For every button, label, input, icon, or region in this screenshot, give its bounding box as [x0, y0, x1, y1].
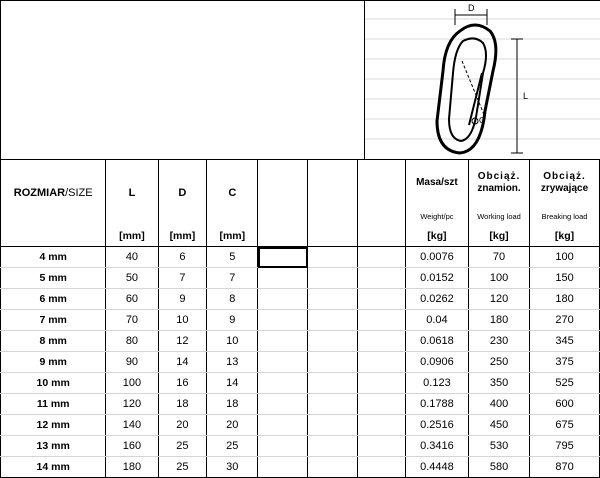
unit-masa[interactable]: [kg] — [405, 226, 468, 247]
cell-c[interactable]: 13 — [207, 352, 258, 373]
header-breaking-sub[interactable]: Breaking load — [530, 206, 600, 226]
unit-size-empty[interactable] — [1, 226, 106, 247]
diagram-label-d: D — [468, 3, 475, 13]
header-obc-zr-line1: Obciąż. — [543, 171, 586, 182]
cell-working[interactable]: 400 — [469, 394, 530, 415]
header-d[interactable]: D — [158, 160, 207, 226]
cell-size[interactable]: 12 mm — [1, 415, 106, 436]
cell-c[interactable]: 18 — [207, 394, 258, 415]
cell-masa[interactable]: 0.2516 — [405, 415, 468, 436]
header-empty-3[interactable] — [358, 160, 406, 226]
cell-size[interactable]: 9 mm — [1, 352, 106, 373]
cell-d[interactable]: 20 — [158, 415, 207, 436]
cell-masa[interactable]: 0.0906 — [405, 352, 468, 373]
header-obc-zn-line2: znamion. — [477, 183, 521, 194]
cell-breaking[interactable]: 180 — [530, 289, 600, 310]
header-obc-zr-line2: zrywające — [540, 183, 589, 194]
table-row — [1, 331, 600, 352]
unit-working[interactable]: [kg] — [469, 226, 530, 247]
table-row — [1, 247, 600, 268]
cell-l[interactable]: 90 — [106, 352, 158, 373]
table-row — [1, 352, 600, 373]
unit-empty-2[interactable] — [308, 226, 358, 247]
unit-breaking[interactable]: [kg] — [530, 226, 600, 247]
cell-l[interactable]: 180 — [106, 457, 158, 478]
cell-l[interactable]: 70 — [106, 310, 158, 331]
header-rozmiar[interactable] — [1, 160, 106, 226]
header-empty-1[interactable] — [258, 160, 308, 226]
table-row — [1, 436, 600, 457]
cell-breaking[interactable]: 345 — [530, 331, 600, 352]
cell-empty-2[interactable] — [308, 268, 358, 289]
cell-empty-2[interactable] — [308, 373, 358, 394]
cell-empty-3[interactable] — [358, 289, 406, 310]
header-masa[interactable] — [405, 160, 468, 206]
cell-masa[interactable]: 0.0262 — [405, 289, 468, 310]
table-row — [1, 457, 600, 478]
header-empty-2[interactable] — [308, 160, 358, 226]
header-c[interactable]: C — [207, 160, 258, 226]
cell-c[interactable]: 25 — [207, 436, 258, 457]
header-masa-text: Masa/szt — [416, 177, 458, 188]
cell-masa[interactable]: 0.1788 — [405, 394, 468, 415]
cell-working[interactable]: 70 — [469, 247, 530, 268]
diagram-label-c: C — [479, 116, 485, 125]
header-rozmiar-text: ROZMIAR — [13, 187, 66, 199]
cell-empty-2[interactable] — [308, 352, 358, 373]
cell-empty-2[interactable] — [308, 247, 358, 268]
cell-empty-2[interactable] — [308, 394, 358, 415]
cell-empty-2[interactable] — [308, 310, 358, 331]
cell-empty-1[interactable] — [258, 352, 308, 373]
cell-size[interactable]: 4 mm — [1, 247, 106, 268]
cell-size[interactable]: 10 mm — [1, 373, 106, 394]
cell-masa[interactable]: 0.04 — [405, 310, 468, 331]
cell-c[interactable]: 9 — [207, 310, 258, 331]
cell-l[interactable]: 50 — [106, 268, 158, 289]
cell-breaking[interactable]: 675 — [530, 415, 600, 436]
cell-empty-2[interactable] — [308, 436, 358, 457]
cell-empty-3[interactable] — [358, 457, 406, 478]
cell-empty-3[interactable] — [358, 268, 406, 289]
cell-l[interactable]: 80 — [106, 331, 158, 352]
cell-d[interactable]: 25 — [158, 436, 207, 457]
cell-working[interactable]: 530 — [469, 436, 530, 457]
cell-empty-3[interactable] — [358, 415, 406, 436]
carabiner-diagram — [365, 1, 600, 160]
carabiner-size-table — [0, 160, 600, 478]
cell-d[interactable]: 16 — [158, 373, 207, 394]
cell-breaking[interactable]: 795 — [530, 436, 600, 457]
cell-empty-1[interactable] — [258, 289, 308, 310]
cell-empty-2[interactable] — [308, 289, 358, 310]
cell-masa[interactable]: 0.123 — [405, 373, 468, 394]
cell-empty-1[interactable] — [258, 268, 308, 289]
table-row — [1, 373, 600, 394]
cell-empty-3[interactable] — [358, 394, 406, 415]
table-row — [1, 394, 600, 415]
carabiner-diagram-panel — [365, 0, 600, 160]
cell-breaking[interactable]: 525 — [530, 373, 600, 394]
cell-empty-1[interactable] — [258, 415, 308, 436]
cell-empty-1[interactable] — [258, 394, 308, 415]
cell-empty-1[interactable] — [258, 247, 308, 268]
cell-breaking[interactable]: 375 — [530, 352, 600, 373]
cell-working[interactable]: 350 — [469, 373, 530, 394]
cell-c[interactable]: 14 — [207, 373, 258, 394]
cell-empty-1[interactable] — [258, 436, 308, 457]
cell-breaking[interactable]: 270 — [530, 310, 600, 331]
empty-merged-area — [0, 0, 365, 160]
unit-l[interactable]: [mm] — [106, 226, 158, 247]
cell-c[interactable]: 8 — [207, 289, 258, 310]
cell-empty-1[interactable] — [258, 310, 308, 331]
cell-working[interactable]: 250 — [469, 352, 530, 373]
unit-c[interactable]: [mm] — [207, 226, 258, 247]
cell-size[interactable]: 8 mm — [1, 331, 106, 352]
cell-empty-3[interactable] — [358, 247, 406, 268]
cell-breaking[interactable]: 600 — [530, 394, 600, 415]
header-working-sub[interactable]: Working load — [469, 206, 530, 226]
cell-empty-2[interactable] — [308, 457, 358, 478]
cell-empty-3[interactable] — [358, 331, 406, 352]
cell-d[interactable]: 25 — [158, 457, 207, 478]
cell-masa[interactable]: 0.4448 — [405, 457, 468, 478]
cell-d[interactable]: 9 — [158, 289, 207, 310]
cell-c[interactable]: 20 — [207, 415, 258, 436]
table-row — [1, 415, 600, 436]
unit-empty-3[interactable] — [358, 226, 406, 247]
cell-empty-2[interactable] — [308, 415, 358, 436]
unit-empty-1[interactable] — [258, 226, 308, 247]
cell-working[interactable]: 450 — [469, 415, 530, 436]
cell-empty-2[interactable] — [308, 331, 358, 352]
cell-l[interactable]: 60 — [106, 289, 158, 310]
cell-masa[interactable]: 0.0076 — [405, 247, 468, 268]
cell-empty-1[interactable] — [258, 331, 308, 352]
header-weight-sub[interactable]: Weight/pc — [405, 206, 468, 226]
header-size-suffix: /SIZE — [65, 187, 93, 199]
cell-empty-1[interactable] — [258, 373, 308, 394]
cell-size[interactable]: 14 mm — [1, 457, 106, 478]
cell-size[interactable]: 13 mm — [1, 436, 106, 457]
cell-working[interactable]: 230 — [469, 331, 530, 352]
cell-size[interactable]: 6 mm — [1, 289, 106, 310]
cell-empty-3[interactable] — [358, 352, 406, 373]
cell-empty-1[interactable] — [258, 457, 308, 478]
header-obc-zn-line1: Obciąż. — [477, 171, 521, 182]
cell-breaking[interactable]: 870 — [530, 457, 600, 478]
cell-c[interactable]: 30 — [207, 457, 258, 478]
unit-d[interactable]: [mm] — [158, 226, 207, 247]
cell-c[interactable]: 5 — [207, 247, 258, 268]
cell-masa[interactable]: 0.3416 — [405, 436, 468, 457]
cell-empty-3[interactable] — [358, 310, 406, 331]
table-row — [1, 268, 600, 289]
cell-d[interactable]: 10 — [158, 310, 207, 331]
cell-d[interactable]: 6 — [158, 247, 207, 268]
cell-d[interactable]: 14 — [158, 352, 207, 373]
cell-l[interactable]: 100 — [106, 373, 158, 394]
cell-working[interactable]: 180 — [469, 310, 530, 331]
cell-masa[interactable]: 0.0618 — [405, 331, 468, 352]
cell-masa[interactable]: 0.0152 — [405, 268, 468, 289]
cell-size[interactable]: 11 mm — [1, 394, 106, 415]
cell-l[interactable]: 120 — [106, 394, 158, 415]
table-row — [1, 310, 600, 331]
header-l[interactable]: L — [106, 160, 158, 226]
cell-c[interactable]: 10 — [207, 331, 258, 352]
cell-breaking[interactable]: 150 — [530, 268, 600, 289]
header-obc-znamion[interactable] — [469, 160, 530, 206]
cell-l[interactable]: 160 — [106, 436, 158, 457]
cell-size[interactable]: 5 mm — [1, 268, 106, 289]
cell-l[interactable]: 40 — [106, 247, 158, 268]
table-row — [1, 289, 600, 310]
cell-empty-3[interactable] — [358, 436, 406, 457]
cell-working[interactable]: 120 — [469, 289, 530, 310]
cell-working[interactable]: 100 — [469, 268, 530, 289]
cell-empty-3[interactable] — [358, 373, 406, 394]
cell-breaking[interactable]: 100 — [530, 247, 600, 268]
cell-c[interactable]: 7 — [207, 268, 258, 289]
cell-l[interactable]: 140 — [106, 415, 158, 436]
diagram-label-l: L — [523, 91, 529, 101]
cell-d[interactable]: 7 — [158, 268, 207, 289]
cell-d[interactable]: 18 — [158, 394, 207, 415]
header-obc-zrywajace[interactable] — [530, 160, 600, 206]
cell-d[interactable]: 12 — [158, 331, 207, 352]
cell-working[interactable]: 580 — [469, 457, 530, 478]
cell-size[interactable]: 7 mm — [1, 310, 106, 331]
